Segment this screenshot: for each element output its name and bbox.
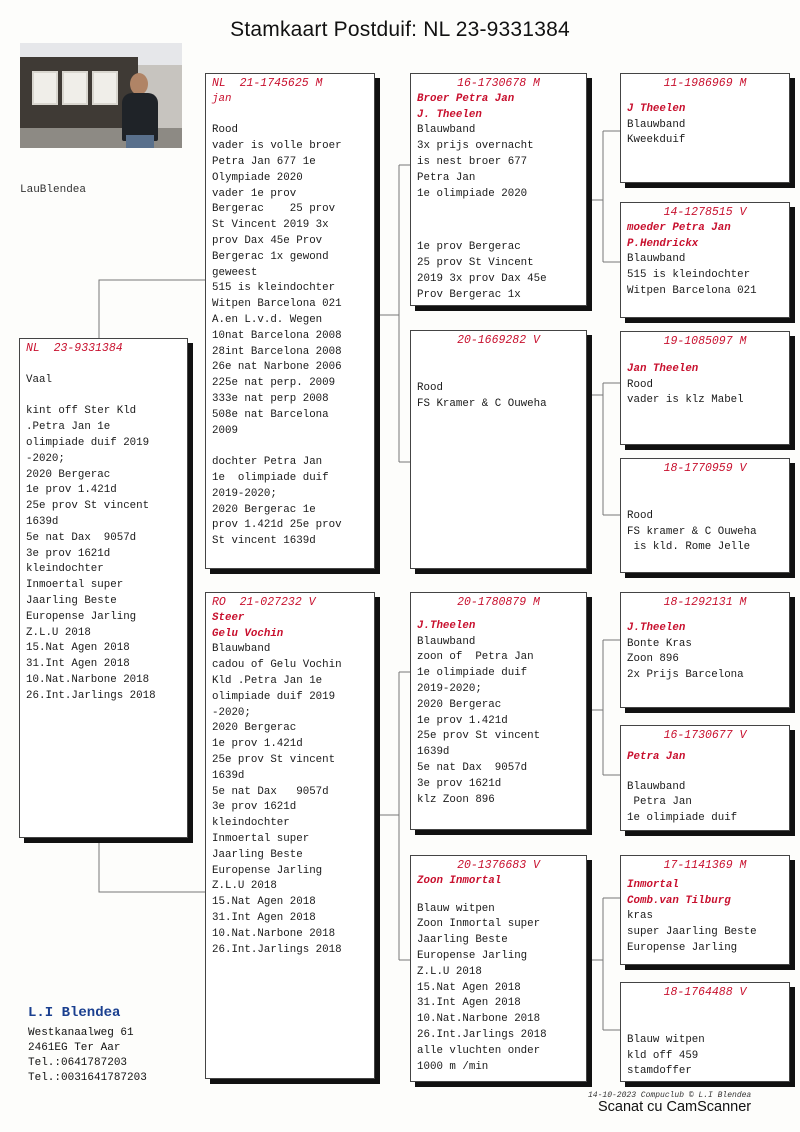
detail-line: Blauwband bbox=[627, 118, 686, 131]
detail-line: 1e prov 1.421d bbox=[417, 714, 508, 727]
fm-sire-names bbox=[627, 362, 783, 378]
mother-sire-details bbox=[417, 635, 580, 809]
detail-line bbox=[212, 439, 368, 455]
detail-line: 1e prov 1.421d bbox=[26, 484, 117, 497]
fm-dam-card bbox=[620, 458, 790, 573]
detail-line: 1000 m /min bbox=[417, 1060, 489, 1073]
detail-line: 15.Nat Agen 2018 bbox=[212, 896, 316, 909]
detail-line: Olympiade 2020 bbox=[212, 171, 303, 184]
detail-line: Prov Bergerac 1x bbox=[417, 288, 521, 301]
breeder-name-line: Steer bbox=[212, 611, 245, 624]
detail-line: 3e prov 1621d bbox=[417, 777, 502, 790]
detail-line: prov Dax 45e Prov bbox=[212, 234, 323, 247]
mother-sire-names bbox=[417, 619, 580, 635]
detail-line: alle vluchten onder bbox=[417, 1044, 541, 1057]
mf-dam-ring-number: 16-1730677 V bbox=[663, 729, 747, 742]
detail-line: 1e olimpiade duif bbox=[627, 812, 738, 825]
mm-dam-ring-number: 18-1764488 V bbox=[663, 986, 747, 999]
detail-line: FS Kramer & C Ouweha bbox=[417, 397, 547, 410]
mother-sire-card bbox=[410, 592, 587, 830]
detail-line: -2020; bbox=[212, 706, 251, 719]
detail-line: Z.L.U 2018 bbox=[417, 965, 482, 978]
detail-line: A.en L.v.d. Wegen bbox=[212, 313, 323, 326]
detail-line: 31.Int Agen 2018 bbox=[26, 658, 130, 671]
mother-dam-names bbox=[417, 874, 580, 890]
detail-line: 2019-2020; bbox=[212, 487, 277, 500]
detail-line: 10.Nat.Narbone 2018 bbox=[212, 927, 336, 940]
father-card bbox=[205, 73, 375, 569]
mf-sire-ring-number: 18-1292131 M bbox=[663, 596, 747, 609]
breeder-name-line: J Theelen bbox=[627, 102, 686, 115]
detail-line: 1639d bbox=[212, 769, 245, 782]
detail-line: vader is klz Mabel bbox=[627, 394, 744, 407]
detail-line: 1e olimpiade 2020 bbox=[417, 187, 528, 200]
breeder-name-line: J. Theelen bbox=[417, 108, 482, 121]
detail-line: Blauwband bbox=[417, 124, 476, 137]
detail-line: 10.Nat.Narbone 2018 bbox=[26, 673, 150, 686]
pigeon-details bbox=[26, 373, 181, 705]
detail-line: 26e nat Narbone 2006 bbox=[212, 361, 342, 374]
detail-line: 3x prijs overnacht bbox=[417, 140, 534, 153]
mf-sire-names bbox=[627, 621, 783, 637]
detail-line: Bergerac 1x gewond bbox=[212, 250, 329, 263]
breeder-name-line: J.Theelen bbox=[627, 621, 686, 634]
detail-line: Zoon Inmortal super bbox=[417, 918, 541, 931]
father-sire-ring-number: 16-1730678 M bbox=[457, 77, 540, 90]
pigeon-ring-number: NL 23-9331384 bbox=[26, 342, 123, 355]
detail-line: Jaarling Beste bbox=[212, 848, 303, 861]
detail-line: 15.Nat Agen 2018 bbox=[417, 981, 521, 994]
detail-line: 1e prov 1.421d bbox=[212, 738, 303, 751]
detail-line: 2009 bbox=[212, 424, 238, 437]
father-details bbox=[212, 108, 368, 550]
detail-line: Europense Jarling bbox=[212, 864, 323, 877]
detail-line: 25e prov St vincent bbox=[26, 500, 150, 513]
detail-line: 5e nat Dax 9057d bbox=[212, 785, 329, 798]
detail-line: Petra Jan bbox=[627, 796, 692, 809]
mother-sire-ring-number: 20-1780879 M bbox=[457, 596, 540, 609]
detail-line: is kld. Rome Jelle bbox=[627, 541, 751, 554]
detail-line: kleindochter bbox=[212, 817, 290, 830]
detail-line: Jaarling Beste bbox=[417, 934, 508, 947]
detail-line: 515 is kleindochter bbox=[627, 269, 751, 282]
ff-dam-card bbox=[620, 202, 790, 318]
detail-line: 28int Barcelona 2008 bbox=[212, 345, 342, 358]
detail-line bbox=[26, 389, 181, 405]
father-sire-details bbox=[417, 123, 580, 202]
detail-line: 333e nat perp 2008 bbox=[212, 392, 329, 405]
fm-dam-ring-number: 18-1770959 V bbox=[663, 462, 747, 475]
detail-line: Witpen Barcelona 021 bbox=[627, 284, 757, 297]
mf-sire-card bbox=[620, 592, 790, 708]
detail-line: Z.L.U 2018 bbox=[212, 880, 277, 893]
detail-line: 3e prov 1621d bbox=[212, 801, 297, 814]
father-sire-card bbox=[410, 73, 587, 306]
detail-line: 10nat Barcelona 2008 bbox=[212, 329, 342, 342]
ff-sire-ring-number: 11-1986969 M bbox=[663, 77, 747, 90]
mother-names bbox=[212, 611, 368, 643]
detail-line: Rood bbox=[627, 378, 653, 391]
mother-dam-ring-number: 20-1376683 V bbox=[457, 859, 540, 872]
mother-details bbox=[212, 642, 368, 958]
detail-line: 5e nat Dax 9057d bbox=[417, 761, 528, 774]
mf-dam-card bbox=[620, 725, 790, 831]
detail-line: Europense Jarling bbox=[26, 610, 137, 623]
ff-sire-names bbox=[627, 102, 783, 118]
detail-line: Rood bbox=[212, 124, 238, 137]
detail-line: zoon of Petra Jan bbox=[417, 651, 534, 664]
detail-line: Blauwband bbox=[627, 253, 686, 266]
detail-line: 2x Prijs Barcelona bbox=[627, 669, 744, 682]
mm-dam-card bbox=[620, 982, 790, 1082]
detail-line: 26.Int.Jarlings 2018 bbox=[212, 943, 342, 956]
detail-line: .Petra Jan 1e bbox=[26, 421, 111, 434]
breeder-info bbox=[28, 1006, 147, 1086]
detail-line: -2020; bbox=[26, 452, 65, 465]
detail-line: dochter Petra Jan bbox=[212, 456, 323, 469]
detail-line: 15.Nat Agen 2018 bbox=[26, 642, 130, 655]
father-dam-ring-number: 20-1669282 V bbox=[457, 334, 540, 347]
detail-line: Blauw witpen bbox=[417, 902, 495, 915]
detail-line: 1639d bbox=[26, 515, 59, 528]
detail-line: 25e prov St vincent bbox=[417, 730, 541, 743]
detail-line: 508e nat Barcelona bbox=[212, 408, 329, 421]
detail-line: Zoon 896 bbox=[627, 653, 679, 666]
fm-sire-details bbox=[627, 378, 783, 410]
detail-line: 2020 Bergerac bbox=[26, 468, 111, 481]
detail-line: 3e prov 1621d bbox=[26, 547, 111, 560]
detail-line: 2019-2020; bbox=[417, 682, 482, 695]
detail-line: super Jaarling Beste bbox=[627, 926, 757, 939]
father-dam-card bbox=[410, 330, 587, 569]
detail-line: geweest bbox=[212, 266, 258, 279]
ff-dam-ring-number: 14-1278515 V bbox=[663, 206, 747, 219]
fm-sire-card bbox=[620, 331, 790, 445]
detail-line: 2020 Bergerac bbox=[212, 722, 297, 735]
detail-line: 515 is kleindochter bbox=[212, 282, 336, 295]
detail-line: 26.Int.Jarlings 2018 bbox=[26, 689, 156, 702]
mf-dam-details bbox=[627, 780, 783, 827]
breeder-name-line: P.Hendrickx bbox=[627, 237, 699, 250]
fm-dam-details bbox=[627, 509, 783, 556]
detail-line: kleindochter bbox=[26, 563, 104, 576]
detail-line: 10.Nat.Narbone 2018 bbox=[417, 1013, 541, 1026]
breeder-name: L.I Blendea bbox=[28, 1005, 121, 1021]
breeder-name-line: moeder Petra Jan bbox=[627, 221, 731, 234]
detail-line: cadou of Gelu Vochin bbox=[212, 659, 342, 672]
detail-line: 2020 Bergerac bbox=[417, 698, 502, 711]
detail-line: 1e prov Bergerac bbox=[417, 241, 521, 254]
detail-line: Rood bbox=[627, 509, 653, 522]
detail-line: vader 1e prov bbox=[212, 187, 297, 200]
detail-line: 225e nat perp. 2009 bbox=[212, 377, 336, 390]
pigeon-card bbox=[19, 338, 188, 838]
detail-line: Kld .Petra Jan 1e bbox=[212, 674, 323, 687]
detail-line: Europense Jarling bbox=[417, 949, 528, 962]
mf-dam-names bbox=[627, 750, 783, 766]
breeder-name-line: Gelu Vochin bbox=[212, 627, 284, 640]
father-ring-number: NL 21-1745625 M bbox=[212, 77, 323, 90]
father-sire-names bbox=[417, 92, 580, 124]
detail-line: 26.Int.Jarlings 2018 bbox=[417, 1028, 547, 1041]
ff-dam-details bbox=[627, 252, 783, 299]
mother-dam-card bbox=[410, 855, 587, 1082]
detail-line: Witpen Barcelona 021 bbox=[212, 298, 342, 311]
detail-line: Bergerac 25 prov bbox=[212, 203, 336, 216]
breeder-name-line: Comb.van Tilburg bbox=[627, 894, 731, 907]
detail-line: 25 prov St Vincent bbox=[417, 257, 534, 270]
page-title: Stamkaart Postduif: NL 23-9331384 bbox=[230, 18, 570, 41]
detail-line: 31.Int Agen 2018 bbox=[417, 997, 521, 1010]
detail-line: kint off Ster Kld bbox=[26, 405, 137, 418]
detail-line bbox=[212, 108, 368, 124]
detail-line: 1e olimpiade duif bbox=[212, 471, 329, 484]
mm-sire-names bbox=[627, 878, 783, 910]
detail-line: 1e olimpiade duif bbox=[417, 667, 528, 680]
breeder-name-line: Jan Theelen bbox=[627, 362, 699, 375]
father-name: jan bbox=[212, 92, 232, 105]
photo-caption: LauBlendea bbox=[20, 184, 87, 196]
detail-line: Jaarling Beste bbox=[26, 594, 117, 607]
detail-line: St vincent 1639d bbox=[212, 535, 316, 548]
ff-sire-card bbox=[620, 73, 790, 183]
detail-line: Europense Jarling bbox=[627, 941, 738, 954]
footer-credit: 14-10-2023 Compuclub © L.I Blendea bbox=[588, 1091, 752, 1100]
detail-line: Vaal bbox=[26, 373, 52, 386]
detail-line: kras bbox=[627, 910, 653, 923]
fm-sire-ring-number: 19-1085097 M bbox=[663, 335, 747, 348]
detail-line: Petra Jan 677 1e bbox=[212, 155, 316, 168]
breeder-name-line: Broer Petra Jan bbox=[417, 92, 515, 105]
mother-dam-details bbox=[417, 902, 580, 1076]
detail-line: stamdoffer bbox=[627, 1065, 692, 1078]
mf-sire-details bbox=[627, 637, 783, 684]
mm-sire-ring-number: 17-1141369 M bbox=[663, 859, 747, 872]
detail-line: vader is volle broer bbox=[212, 140, 342, 153]
detail-line: is nest broer 677 bbox=[417, 155, 528, 168]
father-sire-results bbox=[417, 240, 580, 303]
mm-dam-details bbox=[627, 1033, 783, 1080]
detail-line: Blauwband bbox=[627, 780, 686, 793]
breeder-postal: 2461EG Ter Aar bbox=[28, 1042, 121, 1054]
breeder-name-line: Zoon Inmortal bbox=[417, 874, 502, 887]
detail-line: olimpiade duif 2019 bbox=[212, 690, 336, 703]
detail-line: Bonte Kras bbox=[627, 637, 692, 650]
detail-line: Kweekduif bbox=[627, 134, 686, 147]
breeder-name-line: Petra Jan bbox=[627, 750, 686, 763]
breeder-phone-international: Tel.:0031641787203 bbox=[28, 1072, 147, 1084]
detail-line: Z.L.U 2018 bbox=[26, 626, 91, 639]
detail-line: 1639d bbox=[417, 746, 450, 759]
scanner-watermark: Scanat cu CamScanner bbox=[598, 1099, 752, 1115]
ff-dam-names bbox=[627, 221, 783, 253]
breeder-name-line: Inmortal bbox=[627, 878, 679, 891]
mm-sire-card bbox=[620, 855, 790, 965]
mm-sire-details bbox=[627, 909, 783, 956]
detail-line: 2020 Bergerac 1e bbox=[212, 503, 316, 516]
detail-line: Rood bbox=[417, 381, 443, 394]
detail-line: FS kramer & C Ouweha bbox=[627, 525, 757, 538]
mother-card bbox=[205, 592, 375, 1079]
detail-line: 2019 3x prov Dax 45e bbox=[417, 272, 547, 285]
breeder-name-line: J.Theelen bbox=[417, 619, 476, 632]
detail-line: Inmoertal super bbox=[212, 832, 310, 845]
detail-line: klz Zoon 896 bbox=[417, 793, 495, 806]
detail-line: Blauwband bbox=[417, 635, 476, 648]
detail-line: 5e nat Dax 9057d bbox=[26, 531, 137, 544]
breeder-phone: Tel.:0641787203 bbox=[28, 1057, 128, 1069]
ff-sire-details bbox=[627, 118, 783, 150]
detail-line: Petra Jan bbox=[417, 171, 476, 184]
detail-line: Inmoertal super bbox=[26, 579, 124, 592]
breeder-address: Westkanaalweg 61 bbox=[28, 1027, 134, 1039]
detail-line: 31.Int Agen 2018 bbox=[212, 911, 316, 924]
detail-line: olimpiade duif 2019 bbox=[26, 436, 150, 449]
detail-line: St Vincent 2019 3x bbox=[212, 219, 329, 232]
mother-ring-number: RO 21-027232 V bbox=[212, 596, 316, 609]
detail-line: kld off 459 bbox=[627, 1049, 699, 1062]
detail-line: Blauw witpen bbox=[627, 1033, 705, 1046]
detail-line: Blauwband bbox=[212, 643, 271, 656]
father-dam-details bbox=[417, 381, 580, 413]
detail-line: 25e prov St vincent bbox=[212, 753, 336, 766]
detail-line: prov 1.421d 25e prov bbox=[212, 519, 342, 532]
